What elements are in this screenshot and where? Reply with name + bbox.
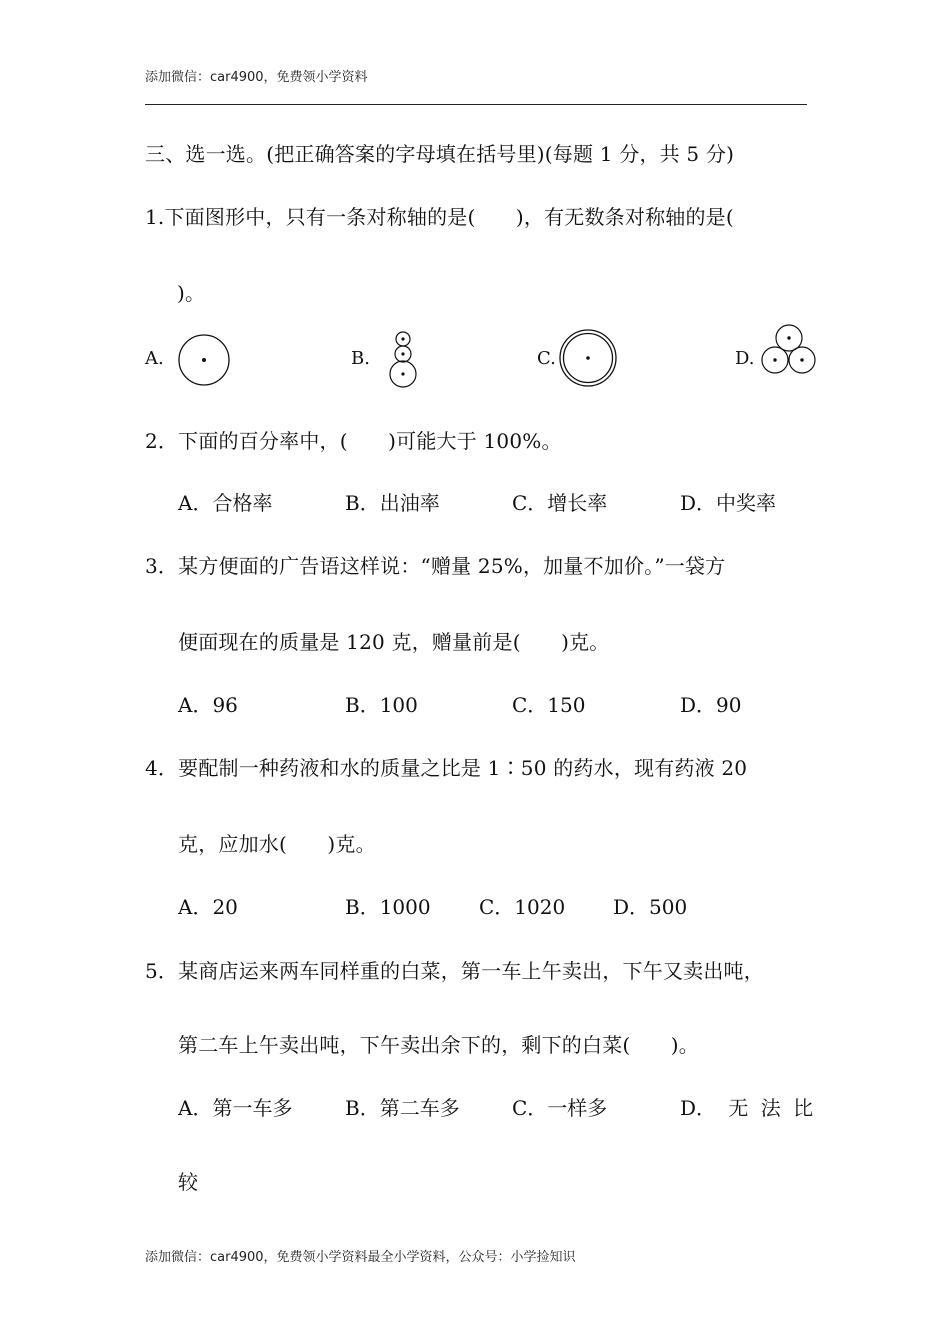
page-footer: 添加微信：car4900，免费领小学资料最全小学资料，公众号：小学捡知识 xyxy=(145,1250,576,1265)
page-header: 添加微信：car4900，免费领小学资料 xyxy=(145,70,368,85)
q5-option-c: C．一样多 xyxy=(512,1096,608,1120)
q1-option-b-label: B. xyxy=(351,348,370,369)
question-1-line-1: 1.下面图形中，只有一条对称轴的是( )，有无数条对称轴的是( xyxy=(145,205,734,229)
q5-option-d-continued: 较 xyxy=(178,1170,198,1194)
header-divider xyxy=(145,104,807,105)
q5-option-d: D． 无 法 比 xyxy=(680,1096,814,1120)
q2-option-b: B．出油率 xyxy=(345,491,440,515)
q4-option-a: A．20 xyxy=(178,895,238,919)
q1-option-c-label: C. xyxy=(537,348,556,369)
q3-option-c: C．150 xyxy=(512,693,586,717)
q2-option-d: D．中奖率 xyxy=(680,491,777,515)
question-3-line-2: 便面现在的质量是 120 克，赠量前是( )克。 xyxy=(178,630,610,654)
q4-option-d: D．500 xyxy=(613,895,688,919)
single-circle-figure xyxy=(178,334,232,388)
q5-option-b: B．第二车多 xyxy=(345,1096,460,1120)
q5-option-a: A．第一车多 xyxy=(178,1096,293,1120)
q4-option-b: B．1000 xyxy=(345,895,431,919)
q1-option-a-label: A. xyxy=(145,348,164,369)
section-title: 三、选一选。(把正确答案的字母填在括号里)(每题 1 分，共 5 分) xyxy=(145,142,735,166)
q3-option-b: B．100 xyxy=(345,693,418,717)
question-5-line-1: 5．某商店运来两车同样重的白菜，第一车上午卖出，下午又卖出吨， xyxy=(145,959,764,983)
question-2-line-1: 2．下面的百分率中，( )可能大于 100%。 xyxy=(145,429,562,453)
question-5-line-2: 第二车上午卖出吨，下午卖出余下的，剩下的白菜( )。 xyxy=(178,1033,700,1057)
concentric-circles-figure xyxy=(559,329,619,389)
q2-option-a: A．合格率 xyxy=(178,491,273,515)
question-4-line-1: 4．要配制一种药液和水的质量之比是 1∶50 的药水，现有药液 20 xyxy=(145,756,748,780)
q3-option-a: A．96 xyxy=(178,693,238,717)
question-3-line-1: 3．某方便面的广告语这样说：“赠量 25%，加量不加价。”一袋方 xyxy=(145,554,726,578)
q3-option-d: D．90 xyxy=(680,693,742,717)
q1-option-d-label: D. xyxy=(735,348,755,369)
q4-option-c: C．1020 xyxy=(479,895,566,919)
triangle-circles-figure xyxy=(760,324,818,376)
question-4-line-2: 克，应加水( )克。 xyxy=(178,832,376,856)
q2-option-c: C．增长率 xyxy=(512,491,608,515)
question-1-line-2: )。 xyxy=(177,281,206,305)
stacked-circles-figure xyxy=(387,330,419,390)
